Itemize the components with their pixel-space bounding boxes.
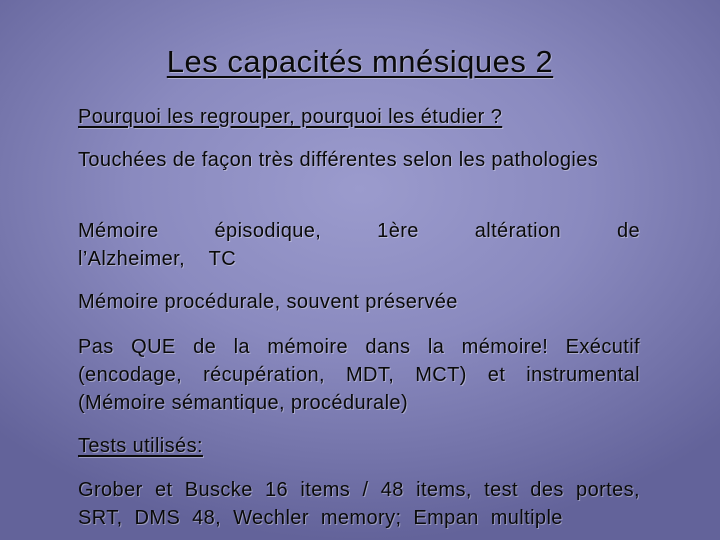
paragraph-pathologies: Touchées de façon très différentes selon les pathologies xyxy=(78,149,599,171)
paragraph-episodic-memory: Mémoire épisodique, 1ère altération de l’Alzheimer, TC xyxy=(78,220,640,270)
paragraph-tests-heading: Tests utilisés: xyxy=(78,435,203,457)
paragraph-tests-list: Grober et Buscke 16 items / 48 items, test des portes, SRT, DMS 48, Wechler memory; Empan multiple xyxy=(78,479,640,529)
paragraph-procedural-memory: Mémoire procédurale, souvent préservée xyxy=(78,291,458,313)
paragraph-not-only-memory: Pas QUE de la mémoire dans la mémoire! Exécutif (encodage, récupération, MDT, MCT) et instrumental (Mémoire sémantique, procédurale) xyxy=(78,336,640,414)
slide-title: Les capacités mnésiques 2 xyxy=(166,44,554,79)
paragraph-question: Pourquoi les regrouper, pourquoi les étudier ? xyxy=(78,106,503,128)
